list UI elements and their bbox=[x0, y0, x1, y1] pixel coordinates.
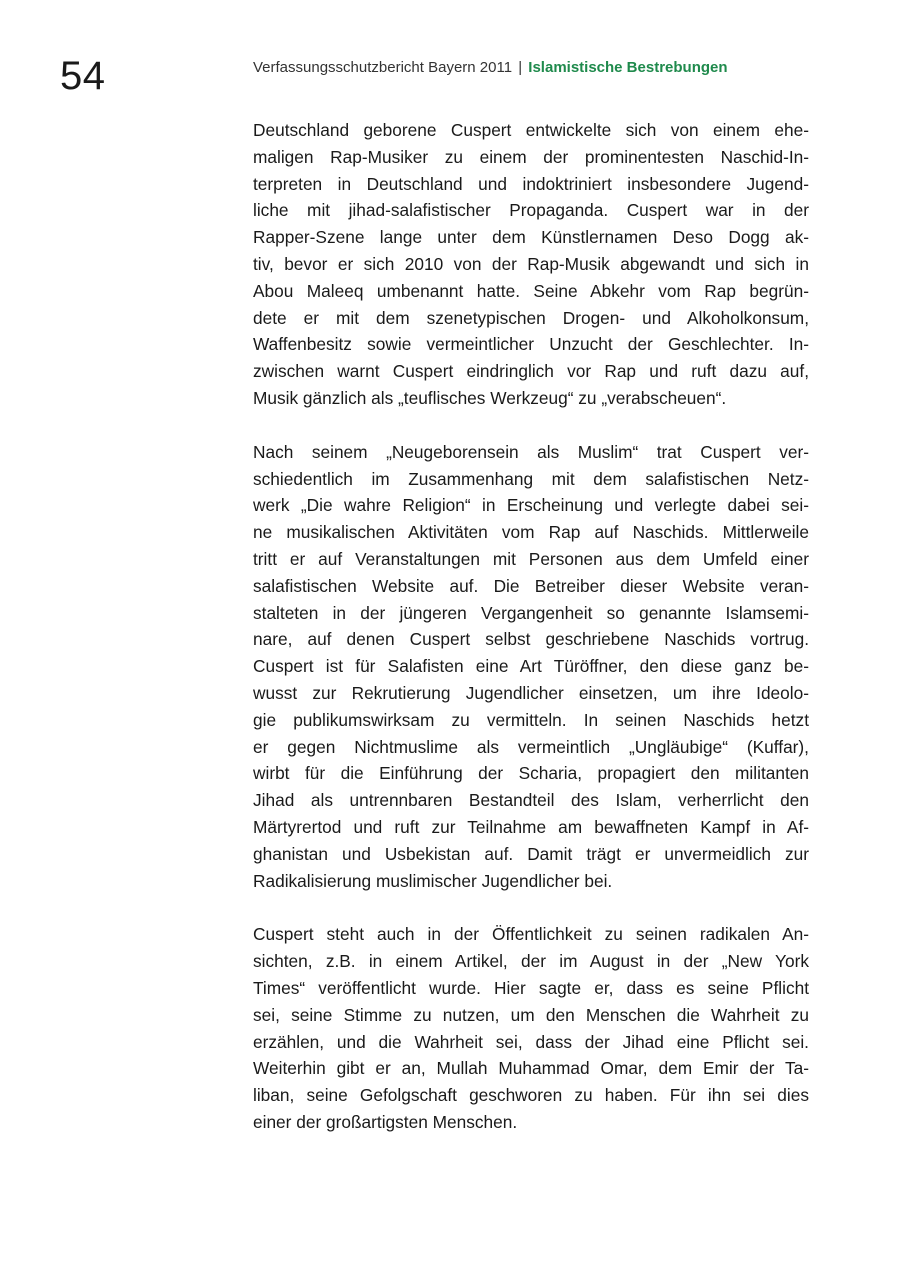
header-separator: | bbox=[518, 59, 523, 76]
text-line: stalteten in der jüngeren Vergangenheit so genannte Islamsemi- bbox=[253, 602, 809, 623]
text-line: Abou Maleeq umbenannt hatte. Seine Abkehr vom Rap begrün- bbox=[253, 280, 809, 301]
text-line: wusst zur Rekrutierung Jugendlicher einsetzen, um ihre Ideolo- bbox=[253, 682, 809, 703]
text-line: Rapper-Szene lange unter dem Künstlernamen Deso Dogg ak- bbox=[253, 227, 809, 248]
text-line: schiedentlich im Zusammenhang mit dem salafistischen Netz- bbox=[253, 468, 809, 489]
text-line: zwischen warnt Cuspert eindringlich vor Rap und ruft dazu auf, bbox=[253, 361, 809, 382]
paragraph-3 bbox=[253, 921, 809, 1135]
text-line: Nach seinem „Neugeborensein als Muslim“ trat Cuspert ver- bbox=[253, 441, 809, 462]
text-line: gie publikumswirksam zu vermitteln. In seinen Naschids hetzt bbox=[253, 709, 809, 730]
paragraph-1 bbox=[253, 117, 809, 412]
text-line: tiv, bevor er sich 2010 von der Rap-Musik abgewandt und sich in bbox=[253, 253, 809, 274]
paragraph-2 bbox=[253, 439, 809, 895]
text-line: dete er mit dem szenetypischen Drogen- und Alkoholkonsum, bbox=[253, 307, 809, 328]
text-line: Times“ veröffentlicht wurde. Hier sagte er, dass es seine Pflicht bbox=[253, 977, 809, 998]
text-line: Cuspert ist für Salafisten eine Art Türöffner, den diese ganz be- bbox=[253, 656, 809, 677]
text-line: Waffenbesitz sowie vermeintlicher Unzucht der Geschlechter. In- bbox=[253, 334, 809, 355]
running-header bbox=[253, 58, 728, 78]
text-line: salafistischen Website auf. Die Betreiber dieser Website veran- bbox=[253, 575, 809, 596]
text-line: Deutschland geborene Cuspert entwickelte sich von einem ehe- bbox=[253, 120, 809, 140]
text-line: ghanistan und Usbekistan auf. Damit trägt er unvermeidlich zur bbox=[253, 843, 809, 864]
text-line: einer der großartigsten Menschen. bbox=[253, 1111, 518, 1132]
text-line: terpreten in Deutschland und indoktriniert insbesondere Jugend- bbox=[253, 173, 809, 194]
text-line: Jihad als untrennbaren Bestandteil des Islam, verherrlicht den bbox=[253, 790, 809, 811]
text-line: Musik gänzlich als „teuflisches Werkzeug“ zu „verabscheuen“. bbox=[253, 387, 727, 408]
body-text bbox=[253, 117, 809, 1163]
text-line: sei, seine Stimme zu nutzen, um den Menschen die Wahrheit zu bbox=[253, 1004, 809, 1025]
report-title: Verfassungsschutzbericht Bayern 2011 bbox=[253, 59, 513, 76]
text-line: erzählen, und die Wahrheit sei, dass der Jihad eine Pflicht sei. bbox=[253, 1031, 809, 1052]
text-line: liban, seine Gefolgschaft geschworen zu haben. Für ihn sei dies bbox=[253, 1085, 809, 1106]
text-line: tritt er auf Veranstaltungen mit Personen aus dem Umfeld einer bbox=[253, 548, 809, 569]
text-line: sichten, z.B. in einem Artikel, der im August in der „New York bbox=[253, 951, 809, 972]
text-line: er gegen Nichtmuslime als vermeintlich „Ungläubige“ (Kuffar), bbox=[253, 736, 809, 757]
text-line: Radikalisierung muslimischer Jugendlicher bei. bbox=[253, 870, 613, 891]
text-line: Cuspert steht auch in der Öffentlichkeit zu seinen radikalen An- bbox=[253, 924, 809, 945]
text-line: Märtyrertod und ruft zur Teilnahme am bewaffneten Kampf in Af- bbox=[253, 816, 809, 837]
text-line: ne musikalischen Aktivitäten vom Rap auf Naschids. Mittlerweile bbox=[253, 522, 809, 543]
page-number: 54 bbox=[60, 54, 106, 98]
section-title: Islamistische Bestrebungen bbox=[528, 59, 728, 76]
text-line: maligen Rap-Musiker zu einem der prominentesten Naschid-In- bbox=[253, 146, 809, 167]
text-line: Weiterhin gibt er an, Mullah Muhammad Omar, dem Emir der Ta- bbox=[253, 1058, 809, 1079]
text-line: nare, auf denen Cuspert selbst geschriebene Naschids vortrug. bbox=[253, 629, 809, 650]
text-line: liche mit jihad-salafistischer Propaganda. Cuspert war in der bbox=[253, 200, 809, 221]
text-line: wirbt für die Einführung der Scharia, propagiert den militanten bbox=[253, 763, 809, 784]
text-line: werk „Die wahre Religion“ in Erscheinung und verlegte dabei sei- bbox=[253, 495, 809, 516]
